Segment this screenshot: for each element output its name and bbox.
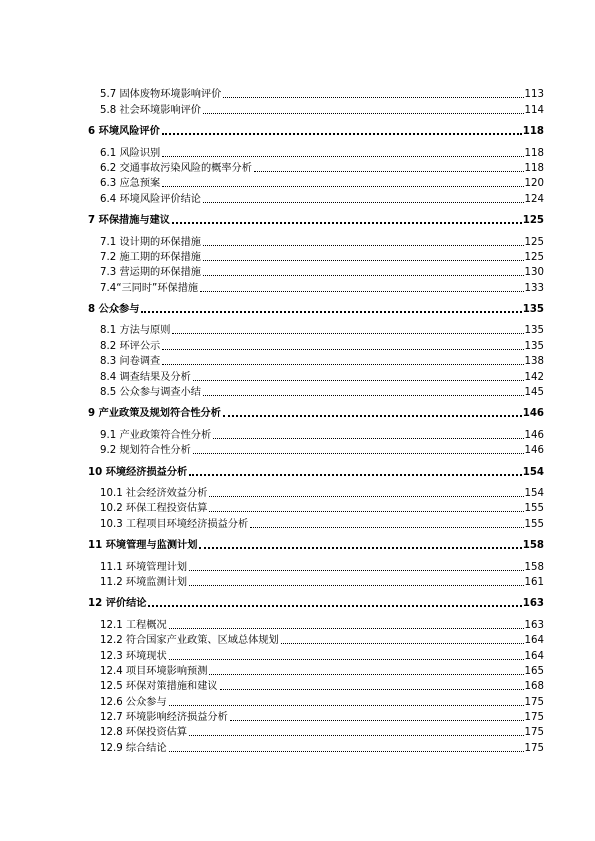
dot-leader — [193, 452, 524, 454]
toc-entry-title: 7.2 施工期的环保措施 — [100, 251, 201, 263]
dot-leader — [189, 734, 524, 736]
toc-page-number: 142 — [524, 371, 544, 383]
toc-section-entry[interactable] — [88, 86, 544, 101]
toc-section-entry[interactable] — [88, 647, 544, 662]
toc-page-number: 155 — [524, 518, 544, 530]
toc-section-entry[interactable] — [88, 693, 544, 708]
toc-page-number: 114 — [524, 104, 544, 116]
dot-leader — [281, 642, 524, 644]
toc-chapter-entry[interactable] — [88, 405, 544, 420]
toc-section-entry[interactable] — [88, 442, 544, 457]
dot-leader — [200, 290, 523, 292]
dot-leader — [172, 221, 522, 224]
toc-section-entry[interactable] — [88, 337, 544, 352]
toc-page-number: 120 — [524, 178, 544, 190]
toc-page-number: 135 — [522, 304, 544, 316]
toc-chapter-entry[interactable] — [88, 212, 544, 227]
toc-entry-title: 12.7 环境影响经济损益分析 — [100, 712, 228, 724]
toc-entry-title: 12.5 环保对策措施和建议 — [100, 681, 218, 693]
toc-page-number: 175 — [524, 727, 544, 739]
dot-leader — [223, 414, 522, 417]
toc-entry-title: 10 环境经济损益分析 — [88, 466, 188, 478]
toc-page-number: 146 — [524, 445, 544, 457]
dot-leader — [172, 332, 523, 334]
toc-section-entry[interactable] — [88, 663, 544, 678]
toc-page-number: 164 — [524, 635, 544, 647]
toc-page-number: 165 — [524, 665, 544, 677]
toc-entry-title: 8.2 环评公示 — [100, 340, 161, 352]
dot-leader — [169, 704, 524, 706]
toc-section-entry[interactable] — [88, 558, 544, 573]
toc-page-number: 155 — [524, 503, 544, 515]
toc-section-entry[interactable] — [88, 485, 544, 500]
dot-leader — [230, 719, 524, 721]
toc-entry-title: 7 环保措施与建议 — [88, 215, 170, 227]
toc-section-entry[interactable] — [88, 160, 544, 175]
dot-leader — [189, 473, 522, 476]
toc-page-number: 118 — [522, 126, 544, 138]
toc-entry-title: 8.3 问卷调查 — [100, 356, 161, 368]
toc-page-number: 158 — [522, 540, 544, 552]
dot-leader — [250, 526, 523, 528]
toc-page-number: 164 — [524, 650, 544, 662]
toc-section-entry[interactable] — [88, 515, 544, 530]
toc-entry-title: 12.1 工程概况 — [100, 619, 167, 631]
toc-entry-title: 11 环境管理与监测计划 — [88, 540, 198, 552]
toc-page-number: 138 — [524, 356, 544, 368]
toc-section-entry[interactable] — [88, 724, 544, 739]
toc-entry-title: 10.2 环保工程投资估算 — [100, 503, 208, 515]
toc-entry-title: 9.1 产业政策符合性分析 — [100, 429, 212, 441]
dot-leader — [162, 363, 523, 365]
dot-leader — [203, 394, 524, 396]
toc-page-number: 146 — [522, 408, 544, 420]
toc-chapter-entry[interactable] — [88, 463, 544, 478]
dot-leader — [189, 569, 524, 571]
toc-entry-title: 12.4 项目环境影响预测 — [100, 665, 208, 677]
toc-page-number: 130 — [524, 267, 544, 279]
toc-section-entry[interactable] — [88, 101, 544, 116]
dot-leader — [203, 201, 524, 203]
toc-chapter-entry[interactable] — [88, 301, 544, 316]
toc-section-entry[interactable] — [88, 384, 544, 399]
toc-page-number: 154 — [522, 466, 544, 478]
toc-entry-title: 8.1 方法与原则 — [100, 325, 171, 337]
toc-chapter-entry[interactable] — [88, 595, 544, 610]
toc-entry-title: 5.8 社会环境影响评价 — [100, 104, 201, 116]
dot-leader — [189, 584, 524, 586]
dot-leader — [193, 379, 524, 381]
toc-page-number: 145 — [524, 387, 544, 399]
toc-page-number: 154 — [524, 487, 544, 499]
toc-entry-title: 6.4 环境风险评价结论 — [100, 193, 201, 205]
toc-entry-title: 12.3 环境现状 — [100, 650, 167, 662]
toc-entry-title: 11.2 环境监测计划 — [100, 576, 188, 588]
toc-section-entry[interactable] — [88, 279, 544, 294]
dot-leader — [254, 170, 524, 172]
dot-leader — [169, 750, 524, 752]
toc-entry-title: 8.4 调查结果及分析 — [100, 371, 191, 383]
toc-page-number: 125 — [524, 236, 544, 248]
toc-page-number: 118 — [524, 147, 544, 159]
dot-leader — [213, 437, 523, 439]
toc-page-number: 175 — [524, 712, 544, 724]
toc-entry-title: 8 公众参与 — [88, 304, 140, 316]
toc-section-entry[interactable] — [88, 426, 544, 441]
toc-section-entry[interactable] — [88, 574, 544, 589]
toc-section-entry[interactable] — [88, 144, 544, 159]
toc-page-number: 135 — [524, 325, 544, 337]
dot-leader — [162, 348, 523, 350]
dot-leader — [209, 673, 523, 675]
toc-page-number: 158 — [524, 561, 544, 573]
toc-section-entry[interactable] — [88, 739, 544, 754]
dot-leader — [148, 604, 521, 607]
toc-section-entry[interactable] — [88, 322, 544, 337]
toc-section-entry[interactable] — [88, 500, 544, 515]
dot-leader — [223, 96, 523, 98]
toc-chapter-entry[interactable] — [88, 537, 544, 552]
dot-leader — [209, 495, 523, 497]
dot-leader — [203, 112, 524, 114]
toc-page-number: 163 — [524, 619, 544, 631]
dot-leader — [169, 627, 524, 629]
toc-entry-title: 12.6 公众参与 — [100, 696, 167, 708]
toc-section-entry[interactable] — [88, 233, 544, 248]
toc-section-entry[interactable] — [88, 709, 544, 724]
dot-leader — [203, 244, 524, 246]
toc-section-entry[interactable] — [88, 353, 544, 368]
toc-page-number: 125 — [522, 215, 544, 227]
toc-entry-title: 6 环境风险评价 — [88, 126, 160, 138]
dot-leader — [209, 510, 523, 512]
toc-section-entry[interactable] — [88, 249, 544, 264]
toc-page-number: 124 — [524, 193, 544, 205]
toc-page-number: 146 — [524, 429, 544, 441]
dot-leader — [199, 546, 521, 549]
toc-entry-title: 6.3 应急预案 — [100, 178, 161, 190]
toc-page-number: 163 — [522, 598, 544, 610]
toc-section-entry[interactable] — [88, 632, 544, 647]
dot-leader — [162, 185, 523, 187]
toc-entry-title: 12.8 环保投资估算 — [100, 727, 188, 739]
toc-entry-title: 8.5 公众参与调查小结 — [100, 387, 201, 399]
toc-chapter-entry[interactable] — [88, 123, 544, 138]
toc-page-number: 133 — [524, 282, 544, 294]
toc-entry-title: 10.3 工程项目环境经济损益分析 — [100, 518, 249, 530]
toc-page-number: 125 — [524, 251, 544, 263]
toc-section-entry[interactable] — [88, 678, 544, 693]
toc-page-number: 113 — [524, 89, 544, 101]
toc-entry-title: 7.4“三同时”环保措施 — [100, 282, 199, 294]
dot-leader — [169, 658, 524, 660]
toc-page-number: 135 — [524, 340, 544, 352]
toc-entry-title: 9.2 规划符合性分析 — [100, 445, 191, 457]
dot-leader — [220, 688, 524, 690]
toc-page-number: 175 — [524, 742, 544, 754]
toc-section-entry[interactable] — [88, 616, 544, 631]
toc-page-number: 161 — [524, 576, 544, 588]
toc-entry-title: 12.2 符合国家产业政策、区域总体规划 — [100, 635, 279, 647]
toc-entry-title: 9 产业政策及规划符合性分析 — [88, 408, 221, 420]
dot-leader — [203, 274, 524, 276]
dot-leader — [203, 259, 524, 261]
toc-page-number: 118 — [524, 162, 544, 174]
toc-section-entry[interactable] — [88, 264, 544, 279]
toc-entry-title: 12 评价结论 — [88, 598, 147, 610]
toc-section-entry[interactable] — [88, 368, 544, 383]
toc-entry-title: 6.2 交通事故污染风险的概率分析 — [100, 162, 252, 174]
table-of-contents — [88, 86, 544, 755]
toc-page-number: 175 — [524, 696, 544, 708]
toc-entry-title: 7.3 营运期的环保措施 — [100, 267, 201, 279]
toc-entry-title: 10.1 社会经济效益分析 — [100, 487, 208, 499]
dot-leader — [162, 132, 522, 135]
toc-section-entry[interactable] — [88, 190, 544, 205]
toc-section-entry[interactable] — [88, 175, 544, 190]
toc-page-number: 168 — [524, 681, 544, 693]
dot-leader — [141, 310, 521, 313]
dot-leader — [162, 155, 523, 157]
toc-entry-title: 5.7 固体废物环境影响评价 — [100, 89, 222, 101]
toc-entry-title: 7.1 设计期的环保措施 — [100, 236, 201, 248]
toc-entry-title: 12.9 综合结论 — [100, 742, 167, 754]
toc-entry-title: 6.1 风险识别 — [100, 147, 161, 159]
toc-entry-title: 11.1 环境管理计划 — [100, 561, 188, 573]
